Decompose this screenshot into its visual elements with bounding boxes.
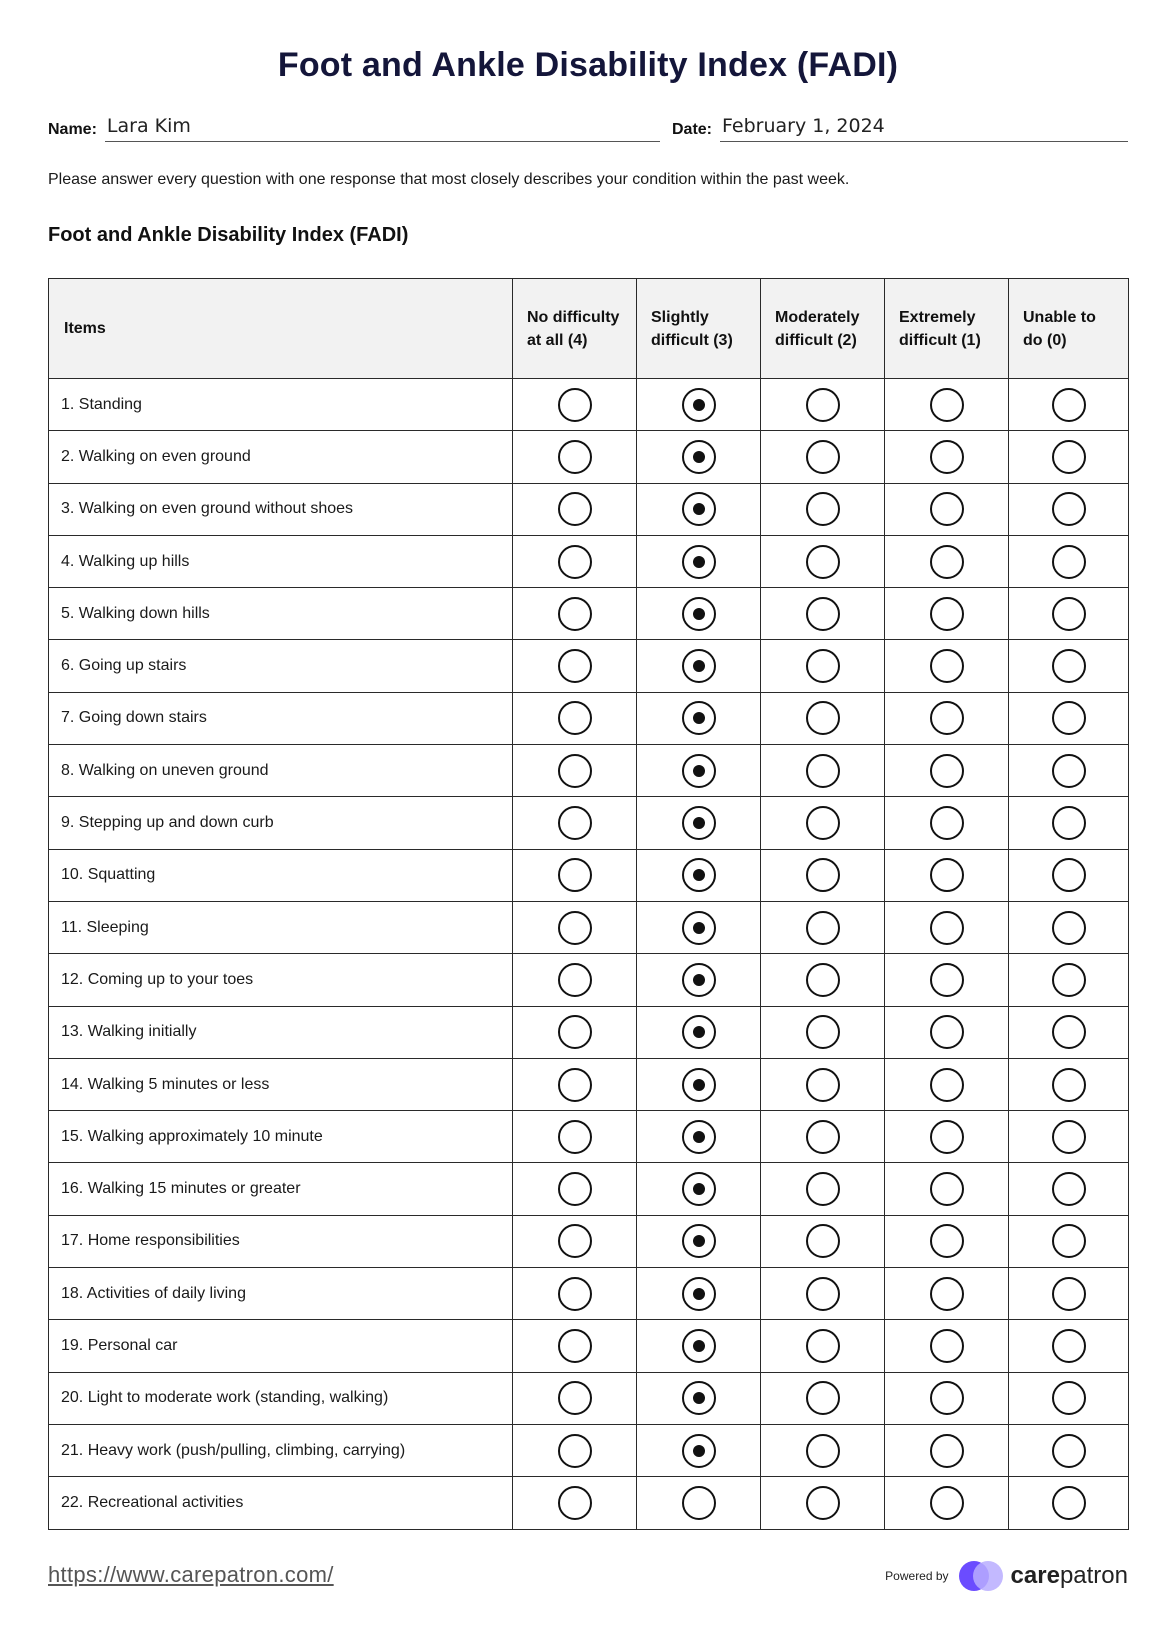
- response-cell-moderately-difficult: [761, 379, 885, 431]
- table-row: [49, 901, 1129, 953]
- response-cell-slightly-difficult: [637, 1058, 761, 1110]
- page-title: Foot and Ankle Disability Index (FADI): [277, 46, 899, 84]
- table-row: [49, 1372, 1129, 1424]
- response-cell-no-difficulty: [513, 1268, 637, 1320]
- carepatron-logo-icon: [959, 1560, 1003, 1592]
- radio-extremely-difficult[interactable]: [930, 963, 964, 997]
- radio-no-difficulty[interactable]: [558, 388, 592, 422]
- column-header-items: Items: [49, 279, 513, 379]
- response-cell-no-difficulty: [513, 640, 637, 692]
- radio-unable-to-do[interactable]: [1052, 1068, 1086, 1102]
- response-cell-no-difficulty: [513, 849, 637, 901]
- radio-slightly-difficult[interactable]: [682, 1224, 716, 1258]
- radio-no-difficulty[interactable]: [558, 701, 592, 735]
- response-cell-slightly-difficult: [637, 1372, 761, 1424]
- radio-no-difficulty[interactable]: [558, 649, 592, 683]
- response-cell-moderately-difficult: [761, 797, 885, 849]
- response-cell-extremely-difficult: [885, 692, 1009, 744]
- response-cell-unable-to-do: [1009, 1215, 1129, 1267]
- response-cell-extremely-difficult: [885, 901, 1009, 953]
- response-cell-unable-to-do: [1009, 588, 1129, 640]
- response-cell-moderately-difficult: [761, 745, 885, 797]
- column-header-unable-to-do: Unable to do (0): [1009, 279, 1129, 379]
- item-label: 12. Coming up to your toes: [49, 954, 513, 1006]
- response-cell-slightly-difficult: [637, 1268, 761, 1320]
- radio-no-difficulty[interactable]: [558, 1068, 592, 1102]
- response-cell-slightly-difficult: [637, 954, 761, 1006]
- response-cell-extremely-difficult: [885, 431, 1009, 483]
- radio-slightly-difficult[interactable]: [682, 440, 716, 474]
- response-cell-slightly-difficult: [637, 1477, 761, 1529]
- response-cell-slightly-difficult: [637, 379, 761, 431]
- radio-no-difficulty[interactable]: [558, 858, 592, 892]
- radio-extremely-difficult[interactable]: [930, 649, 964, 683]
- table-row: [49, 640, 1129, 692]
- response-cell-no-difficulty: [513, 901, 637, 953]
- item-label: 16. Walking 15 minutes or greater: [49, 1163, 513, 1215]
- radio-extremely-difficult[interactable]: [930, 1172, 964, 1206]
- radio-moderately-difficult[interactable]: [806, 1329, 840, 1363]
- radio-moderately-difficult[interactable]: [806, 806, 840, 840]
- radio-unable-to-do[interactable]: [1052, 1277, 1086, 1311]
- radio-unable-to-do[interactable]: [1052, 440, 1086, 474]
- table-row: [49, 797, 1129, 849]
- radio-no-difficulty[interactable]: [558, 806, 592, 840]
- brand-name-rest: patron: [1059, 1562, 1128, 1589]
- response-cell-moderately-difficult: [761, 1320, 885, 1372]
- response-cell-slightly-difficult: [637, 483, 761, 535]
- response-cell-unable-to-do: [1009, 901, 1129, 953]
- radio-no-difficulty[interactable]: [558, 1015, 592, 1049]
- table-row: [49, 1268, 1129, 1320]
- item-label: 7. Going down stairs: [49, 692, 513, 744]
- radio-moderately-difficult[interactable]: [806, 1224, 840, 1258]
- table-body: [49, 379, 1129, 1530]
- response-cell-moderately-difficult: [761, 1006, 885, 1058]
- response-cell-no-difficulty: [513, 431, 637, 483]
- response-cell-slightly-difficult: [637, 692, 761, 744]
- radio-unable-to-do[interactable]: [1052, 1486, 1086, 1520]
- table-row: [49, 692, 1129, 744]
- item-label: 1. Standing: [49, 379, 513, 431]
- response-cell-slightly-difficult: [637, 797, 761, 849]
- response-cell-unable-to-do: [1009, 483, 1129, 535]
- table-row: [49, 483, 1129, 535]
- table-row: [49, 1215, 1129, 1267]
- item-label: 8. Walking on uneven ground: [49, 745, 513, 797]
- response-cell-unable-to-do: [1009, 1372, 1129, 1424]
- table-row: [49, 1477, 1129, 1529]
- radio-moderately-difficult[interactable]: [806, 963, 840, 997]
- item-label: 21. Heavy work (push/pulling, climbing, carrying): [49, 1424, 513, 1476]
- response-cell-no-difficulty: [513, 1320, 637, 1372]
- response-cell-unable-to-do: [1009, 954, 1129, 1006]
- response-cell-moderately-difficult: [761, 1215, 885, 1267]
- radio-no-difficulty[interactable]: [558, 754, 592, 788]
- radio-slightly-difficult[interactable]: [682, 1277, 716, 1311]
- response-cell-unable-to-do: [1009, 640, 1129, 692]
- response-cell-slightly-difficult: [637, 901, 761, 953]
- response-cell-moderately-difficult: [761, 1163, 885, 1215]
- response-cell-unable-to-do: [1009, 1268, 1129, 1320]
- radio-unable-to-do[interactable]: [1052, 701, 1086, 735]
- response-cell-slightly-difficult: [637, 640, 761, 692]
- radio-moderately-difficult[interactable]: [806, 1277, 840, 1311]
- table-header-row: [49, 279, 1129, 379]
- table-row: [49, 1006, 1129, 1058]
- radio-unable-to-do[interactable]: [1052, 1434, 1086, 1468]
- response-cell-extremely-difficult: [885, 1006, 1009, 1058]
- radio-unable-to-do[interactable]: [1052, 597, 1086, 631]
- radio-slightly-difficult[interactable]: [682, 1329, 716, 1363]
- response-cell-extremely-difficult: [885, 1268, 1009, 1320]
- radio-slightly-difficult[interactable]: [682, 911, 716, 945]
- response-cell-moderately-difficult: [761, 1372, 885, 1424]
- response-cell-moderately-difficult: [761, 954, 885, 1006]
- response-cell-unable-to-do: [1009, 1058, 1129, 1110]
- response-cell-extremely-difficult: [885, 1215, 1009, 1267]
- radio-unable-to-do[interactable]: [1052, 492, 1086, 526]
- item-label: 5. Walking down hills: [49, 588, 513, 640]
- radio-moderately-difficult[interactable]: [806, 649, 840, 683]
- response-cell-no-difficulty: [513, 692, 637, 744]
- radio-extremely-difficult[interactable]: [930, 492, 964, 526]
- response-cell-unable-to-do: [1009, 745, 1129, 797]
- item-label: 10. Squatting: [49, 849, 513, 901]
- radio-extremely-difficult[interactable]: [930, 806, 964, 840]
- response-cell-extremely-difficult: [885, 1477, 1009, 1529]
- response-cell-slightly-difficult: [637, 1163, 761, 1215]
- radio-moderately-difficult[interactable]: [806, 701, 840, 735]
- response-cell-extremely-difficult: [885, 745, 1009, 797]
- date-field-row: [672, 114, 1128, 142]
- table-row: [49, 1320, 1129, 1372]
- item-label: 15. Walking approximately 10 minute: [49, 1111, 513, 1163]
- response-cell-extremely-difficult: [885, 849, 1009, 901]
- radio-moderately-difficult[interactable]: [806, 388, 840, 422]
- table-row: [49, 535, 1129, 587]
- table-row: [49, 1058, 1129, 1110]
- radio-extremely-difficult[interactable]: [930, 911, 964, 945]
- item-label: 4. Walking up hills: [49, 535, 513, 587]
- radio-extremely-difficult[interactable]: [930, 388, 964, 422]
- response-cell-extremely-difficult: [885, 640, 1009, 692]
- radio-no-difficulty[interactable]: [558, 911, 592, 945]
- item-label: 17. Home responsibilities: [49, 1215, 513, 1267]
- name-field-row: [48, 114, 660, 142]
- response-cell-no-difficulty: [513, 1424, 637, 1476]
- radio-unable-to-do[interactable]: [1052, 858, 1086, 892]
- radio-unable-to-do[interactable]: [1052, 1381, 1086, 1415]
- radio-moderately-difficult[interactable]: [806, 754, 840, 788]
- item-label: 18. Activities of daily living: [49, 1268, 513, 1320]
- response-cell-moderately-difficult: [761, 1111, 885, 1163]
- radio-moderately-difficult[interactable]: [806, 1486, 840, 1520]
- radio-extremely-difficult[interactable]: [930, 545, 964, 579]
- fadi-table: [48, 278, 1129, 1530]
- response-cell-no-difficulty: [513, 745, 637, 797]
- radio-moderately-difficult[interactable]: [806, 1434, 840, 1468]
- table-row: [49, 1111, 1129, 1163]
- response-cell-no-difficulty: [513, 1372, 637, 1424]
- radio-slightly-difficult[interactable]: [682, 388, 716, 422]
- radio-slightly-difficult[interactable]: [682, 1381, 716, 1415]
- response-cell-moderately-difficult: [761, 849, 885, 901]
- item-label: 22. Recreational activities: [49, 1477, 513, 1529]
- response-cell-slightly-difficult: [637, 849, 761, 901]
- response-cell-unable-to-do: [1009, 1477, 1129, 1529]
- response-cell-unable-to-do: [1009, 1111, 1129, 1163]
- response-cell-moderately-difficult: [761, 1424, 885, 1476]
- response-cell-slightly-difficult: [637, 745, 761, 797]
- table-row: [49, 588, 1129, 640]
- response-cell-no-difficulty: [513, 797, 637, 849]
- response-cell-no-difficulty: [513, 1477, 637, 1529]
- response-cell-slightly-difficult: [637, 1111, 761, 1163]
- item-label: 14. Walking 5 minutes or less: [49, 1058, 513, 1110]
- radio-moderately-difficult[interactable]: [806, 911, 840, 945]
- powered-by-label: Powered by: [885, 1569, 949, 1583]
- radio-no-difficulty[interactable]: [558, 963, 592, 997]
- radio-extremely-difficult[interactable]: [930, 1224, 964, 1258]
- radio-moderately-difficult[interactable]: [806, 440, 840, 474]
- response-cell-moderately-difficult: [761, 901, 885, 953]
- response-cell-no-difficulty: [513, 1006, 637, 1058]
- response-cell-slightly-difficult: [637, 1424, 761, 1476]
- column-header-extremely-difficult: Extremely difficult (1): [885, 279, 1009, 379]
- response-cell-moderately-difficult: [761, 640, 885, 692]
- response-cell-moderately-difficult: [761, 692, 885, 744]
- powered-by-badge: [885, 1558, 1128, 1594]
- column-header-slightly-difficult: Slightly difficult (3): [637, 279, 761, 379]
- response-cell-no-difficulty: [513, 1215, 637, 1267]
- response-cell-no-difficulty: [513, 379, 637, 431]
- radio-no-difficulty[interactable]: [558, 1172, 592, 1206]
- response-cell-extremely-difficult: [885, 1320, 1009, 1372]
- radio-moderately-difficult[interactable]: [806, 597, 840, 631]
- radio-unable-to-do[interactable]: [1052, 1120, 1086, 1154]
- response-cell-moderately-difficult: [761, 1268, 885, 1320]
- radio-slightly-difficult[interactable]: [682, 858, 716, 892]
- response-cell-unable-to-do: [1009, 849, 1129, 901]
- radio-no-difficulty[interactable]: [558, 597, 592, 631]
- radio-extremely-difficult[interactable]: [930, 1434, 964, 1468]
- response-cell-slightly-difficult: [637, 1320, 761, 1372]
- radio-unable-to-do[interactable]: [1052, 388, 1086, 422]
- radio-extremely-difficult[interactable]: [930, 1120, 964, 1154]
- response-cell-unable-to-do: [1009, 797, 1129, 849]
- radio-unable-to-do[interactable]: [1052, 806, 1086, 840]
- response-cell-no-difficulty: [513, 588, 637, 640]
- item-label: 3. Walking on even ground without shoes: [49, 483, 513, 535]
- response-cell-slightly-difficult: [637, 588, 761, 640]
- radio-moderately-difficult[interactable]: [806, 858, 840, 892]
- name-field[interactable]: Lara Kim: [105, 114, 660, 142]
- radio-slightly-difficult[interactable]: [682, 1486, 716, 1520]
- response-cell-moderately-difficult: [761, 483, 885, 535]
- response-cell-extremely-difficult: [885, 1163, 1009, 1215]
- radio-no-difficulty[interactable]: [558, 1329, 592, 1363]
- radio-no-difficulty[interactable]: [558, 1224, 592, 1258]
- table-row: [49, 1163, 1129, 1215]
- radio-extremely-difficult[interactable]: [930, 1015, 964, 1049]
- response-cell-moderately-difficult: [761, 1477, 885, 1529]
- response-cell-no-difficulty: [513, 1111, 637, 1163]
- table-row: [49, 431, 1129, 483]
- instructions-text: Please answer every question with one response that most closely describes your condition within the past week.: [48, 171, 850, 188]
- radio-no-difficulty[interactable]: [558, 1120, 592, 1154]
- radio-slightly-difficult[interactable]: [682, 545, 716, 579]
- column-header-moderately-difficult: Moderately difficult (2): [761, 279, 885, 379]
- radio-extremely-difficult[interactable]: [930, 1277, 964, 1311]
- radio-no-difficulty[interactable]: [558, 1381, 592, 1415]
- response-cell-extremely-difficult: [885, 535, 1009, 587]
- response-cell-unable-to-do: [1009, 692, 1129, 744]
- response-cell-no-difficulty: [513, 1163, 637, 1215]
- date-label: Date:: [672, 121, 713, 138]
- table-row: [49, 954, 1129, 1006]
- response-cell-unable-to-do: [1009, 1006, 1129, 1058]
- response-cell-extremely-difficult: [885, 954, 1009, 1006]
- radio-no-difficulty[interactable]: [558, 1434, 592, 1468]
- radio-slightly-difficult[interactable]: [682, 1434, 716, 1468]
- item-label: 11. Sleeping: [49, 901, 513, 953]
- radio-no-difficulty[interactable]: [558, 545, 592, 579]
- table-row: [49, 745, 1129, 797]
- radio-unable-to-do[interactable]: [1052, 963, 1086, 997]
- response-cell-unable-to-do: [1009, 1424, 1129, 1476]
- response-cell-no-difficulty: [513, 1058, 637, 1110]
- radio-moderately-difficult[interactable]: [806, 1172, 840, 1206]
- radio-moderately-difficult[interactable]: [806, 1068, 840, 1102]
- response-cell-extremely-difficult: [885, 1424, 1009, 1476]
- response-cell-slightly-difficult: [637, 431, 761, 483]
- response-cell-extremely-difficult: [885, 588, 1009, 640]
- response-cell-moderately-difficult: [761, 588, 885, 640]
- date-field[interactable]: February 1, 2024: [720, 114, 1128, 142]
- radio-unable-to-do[interactable]: [1052, 649, 1086, 683]
- column-header-no-difficulty: No difficulty at all (4): [513, 279, 637, 379]
- response-cell-moderately-difficult: [761, 1058, 885, 1110]
- radio-unable-to-do[interactable]: [1052, 754, 1086, 788]
- response-cell-unable-to-do: [1009, 431, 1129, 483]
- radio-no-difficulty[interactable]: [558, 1277, 592, 1311]
- radio-slightly-difficult[interactable]: [682, 1172, 716, 1206]
- item-label: 20. Light to moderate work (standing, walking): [49, 1372, 513, 1424]
- section-title: Foot and Ankle Disability Index (FADI): [48, 224, 409, 246]
- radio-slightly-difficult[interactable]: [682, 597, 716, 631]
- radio-unable-to-do[interactable]: [1052, 545, 1086, 579]
- response-cell-moderately-difficult: [761, 535, 885, 587]
- response-cell-unable-to-do: [1009, 1163, 1129, 1215]
- radio-no-difficulty[interactable]: [558, 440, 592, 474]
- item-label: 19. Personal car: [49, 1320, 513, 1372]
- radio-extremely-difficult[interactable]: [930, 701, 964, 735]
- response-cell-extremely-difficult: [885, 1111, 1009, 1163]
- response-cell-extremely-difficult: [885, 1372, 1009, 1424]
- radio-unable-to-do[interactable]: [1052, 1172, 1086, 1206]
- radio-no-difficulty[interactable]: [558, 1486, 592, 1520]
- brand-name-bold: care: [1010, 1562, 1060, 1589]
- radio-moderately-difficult[interactable]: [806, 1015, 840, 1049]
- response-cell-unable-to-do: [1009, 535, 1129, 587]
- radio-slightly-difficult[interactable]: [682, 649, 716, 683]
- radio-no-difficulty[interactable]: [558, 492, 592, 526]
- item-label: 2. Walking on even ground: [49, 431, 513, 483]
- response-cell-no-difficulty: [513, 483, 637, 535]
- radio-extremely-difficult[interactable]: [930, 597, 964, 631]
- radio-moderately-difficult[interactable]: [806, 1381, 840, 1415]
- response-cell-no-difficulty: [513, 535, 637, 587]
- table-row: [49, 379, 1129, 431]
- item-label: 9. Stepping up and down curb: [49, 797, 513, 849]
- radio-slightly-difficult[interactable]: [682, 492, 716, 526]
- radio-slightly-difficult[interactable]: [682, 701, 716, 735]
- response-cell-slightly-difficult: [637, 1006, 761, 1058]
- radio-moderately-difficult[interactable]: [806, 1120, 840, 1154]
- radio-unable-to-do[interactable]: [1052, 911, 1086, 945]
- response-cell-unable-to-do: [1009, 379, 1129, 431]
- response-cell-moderately-difficult: [761, 431, 885, 483]
- radio-extremely-difficult[interactable]: [930, 1381, 964, 1415]
- item-label: 6. Going up stairs: [49, 640, 513, 692]
- response-cell-slightly-difficult: [637, 1215, 761, 1267]
- radio-extremely-difficult[interactable]: [930, 858, 964, 892]
- response-cell-extremely-difficult: [885, 797, 1009, 849]
- radio-slightly-difficult[interactable]: [682, 963, 716, 997]
- response-cell-extremely-difficult: [885, 379, 1009, 431]
- footer-link[interactable]: https://www.carepatron.com/: [48, 1562, 334, 1587]
- radio-slightly-difficult[interactable]: [682, 754, 716, 788]
- name-label: Name:: [48, 121, 97, 138]
- item-label: 13. Walking initially: [49, 1006, 513, 1058]
- response-cell-slightly-difficult: [637, 535, 761, 587]
- response-cell-no-difficulty: [513, 954, 637, 1006]
- response-cell-extremely-difficult: [885, 483, 1009, 535]
- radio-extremely-difficult[interactable]: [930, 1329, 964, 1363]
- radio-unable-to-do[interactable]: [1052, 1329, 1086, 1363]
- radio-extremely-difficult[interactable]: [930, 1068, 964, 1102]
- radio-unable-to-do[interactable]: [1052, 1015, 1086, 1049]
- table-row: [49, 849, 1129, 901]
- brand-name: [1011, 1562, 1128, 1590]
- radio-moderately-difficult[interactable]: [806, 545, 840, 579]
- radio-extremely-difficult[interactable]: [930, 1486, 964, 1520]
- radio-slightly-difficult[interactable]: [682, 1068, 716, 1102]
- radio-extremely-difficult[interactable]: [930, 440, 964, 474]
- radio-unable-to-do[interactable]: [1052, 1224, 1086, 1258]
- table-row: [49, 1424, 1129, 1476]
- radio-moderately-difficult[interactable]: [806, 492, 840, 526]
- radio-slightly-difficult[interactable]: [682, 806, 716, 840]
- response-cell-unable-to-do: [1009, 1320, 1129, 1372]
- radio-extremely-difficult[interactable]: [930, 754, 964, 788]
- response-cell-extremely-difficult: [885, 1058, 1009, 1110]
- radio-slightly-difficult[interactable]: [682, 1120, 716, 1154]
- radio-slightly-difficult[interactable]: [682, 1015, 716, 1049]
